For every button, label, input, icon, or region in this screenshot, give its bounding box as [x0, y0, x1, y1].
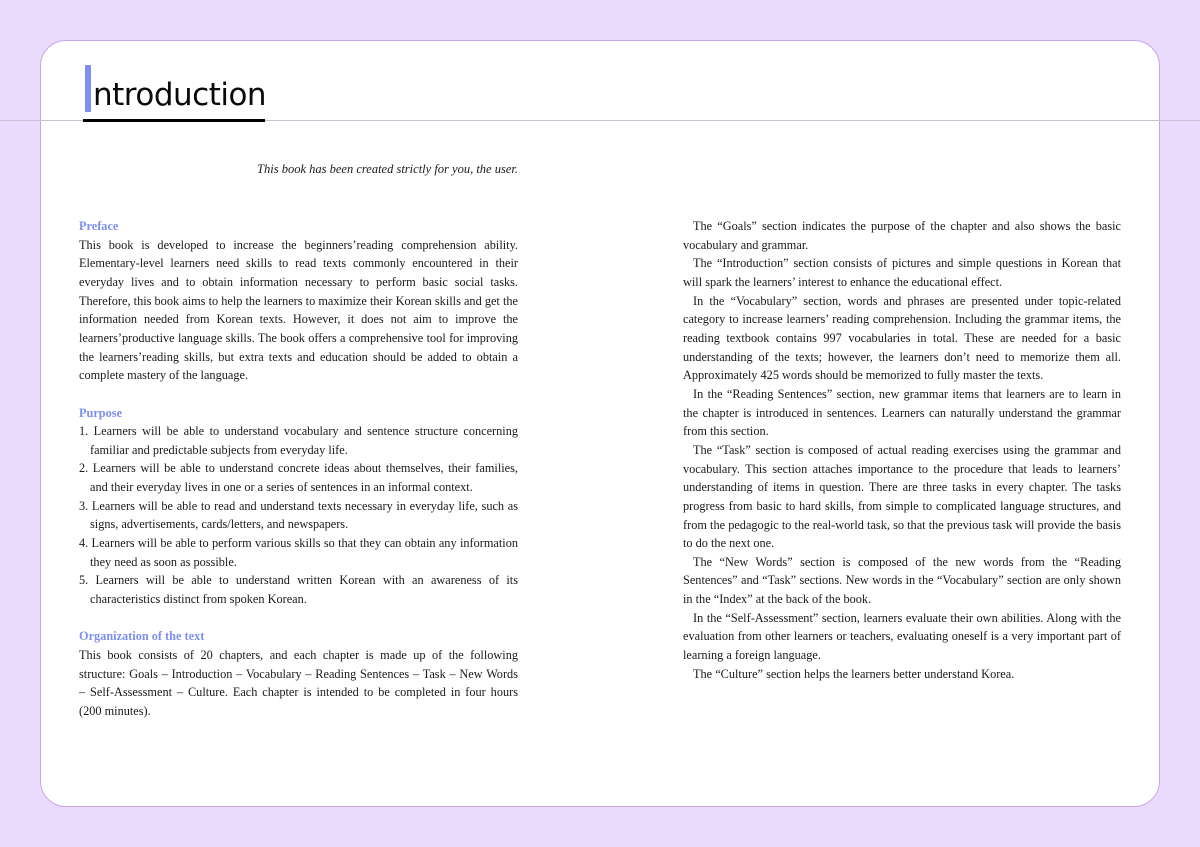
goals-paragraph: The “Goals” section indicates the purpose of the chapter and also shows the basic vocabulary and grammar.: [683, 219, 1121, 252]
reading-sentences-paragraph: In the “Reading Sentences” section, new grammar items that learners are to learn in the chapter is introduced in sentences. Learners can naturally understand the grammar from this section.: [683, 386, 1121, 439]
title-initial-bar: [85, 65, 91, 112]
left-column: [79, 217, 518, 739]
culture-paragraph: The “Culture” section helps the learners better understand Korea.: [693, 666, 1015, 681]
preface-body: This book is developed to increase the beginners’reading comprehension ability. Elementary-level learners need skills to read texts commonly encountered in their everyday lives and to obtain information necessary to perform basic social tasks. Therefore, this book aims to help the learners to maximize their Korean skills and get the information needed from Korean texts. However, it does not aim to improve the learners’productive language skills. The book offers a comprehensive tool for improving the learners’reading skills, but extra texts and education should be added to obtain a complete mastery of the language.: [79, 237, 518, 383]
introduction-paragraph: The “Introduction” section consists of pictures and simple questions in Korean that will spark the learners’ interest to enhance the educational effect.: [683, 256, 1121, 289]
organization-section: [79, 627, 518, 720]
purpose-item: 2. Learners will be able to understand concrete ideas about themselves, their families, and their everyday lives in one or a series of sentences in an informal context.: [79, 461, 518, 495]
purpose-item: 3. Learners will be able to read and understand texts necessary in everyday life, such as signs, advertisements, cards/letters, and newspapers.: [79, 498, 518, 532]
preface-heading: Preface: [79, 219, 119, 233]
purpose-heading: Purpose: [79, 405, 123, 420]
purpose-list: [79, 422, 518, 609]
page-title: ntroduction: [93, 77, 267, 113]
page-subtitle: This book has been created strictly for you, the user.: [257, 162, 518, 176]
task-paragraph: The “Task” section is composed of actual reading exercises using the grammar and vocabulary. This section attaches importance to the procedure that leads to learners’ understanding of items in question. There are three tasks in every chapter. The tasks progress from basic to hard skills, from simple to complicated language structures, and from the pedagogic to the real-world task, so that the previous task will provide the basis to do the next one.: [683, 442, 1121, 551]
purpose-item: 4. Learners will be able to perform various skills so that they can obtain any information they need as soon as possible.: [79, 536, 518, 569]
purpose-item: 1. Learners will be able to understand vocabulary and sentence structure concerning familiar and predictable subjects from everyday life.: [79, 424, 518, 457]
new-words-paragraph: The “New Words” section is composed of the new words from the “Reading Sentences” and “Task” sections. New words in the “Vocabulary” section are only shown in the “Index” at the back of the book.: [683, 554, 1121, 607]
right-column: [683, 217, 1121, 683]
organization-body: This book consists of 20 chapters, and each chapter is made up of the following structure: Goals – Introduction – Vocabulary – Reading Sentences – Task – New Words – Self-Assessment – Culture. Each chapter is intended to be completed in four hours (200 minutes).: [79, 647, 518, 718]
organization-heading: Organization of the text: [79, 629, 205, 644]
purpose-item: 5. Learners will be able to understand written Korean with an awareness of its characteristics distinct from spoken Korean.: [79, 573, 518, 607]
title-underline: [83, 119, 265, 122]
purpose-section: [79, 404, 518, 609]
preface-section: [79, 217, 518, 385]
vocabulary-paragraph: In the “Vocabulary” section, words and phrases are presented under topic-related category to increase learners’ reading comprehension. Including the grammar items, the reading textbook contains 997 vocabularies in total. These are needed for a basic understanding of the texts; however, the learners don’t need to memorize them all. Approximately 425 words should be memorized to fully master the texts.: [683, 293, 1121, 383]
self-assessment-paragraph: In the “Self-Assessment” section, learners evaluate their own abilities. Along with the evaluation from other learners or teachers, evaluating oneself is a very important part of learning a foreign language.: [683, 610, 1121, 663]
